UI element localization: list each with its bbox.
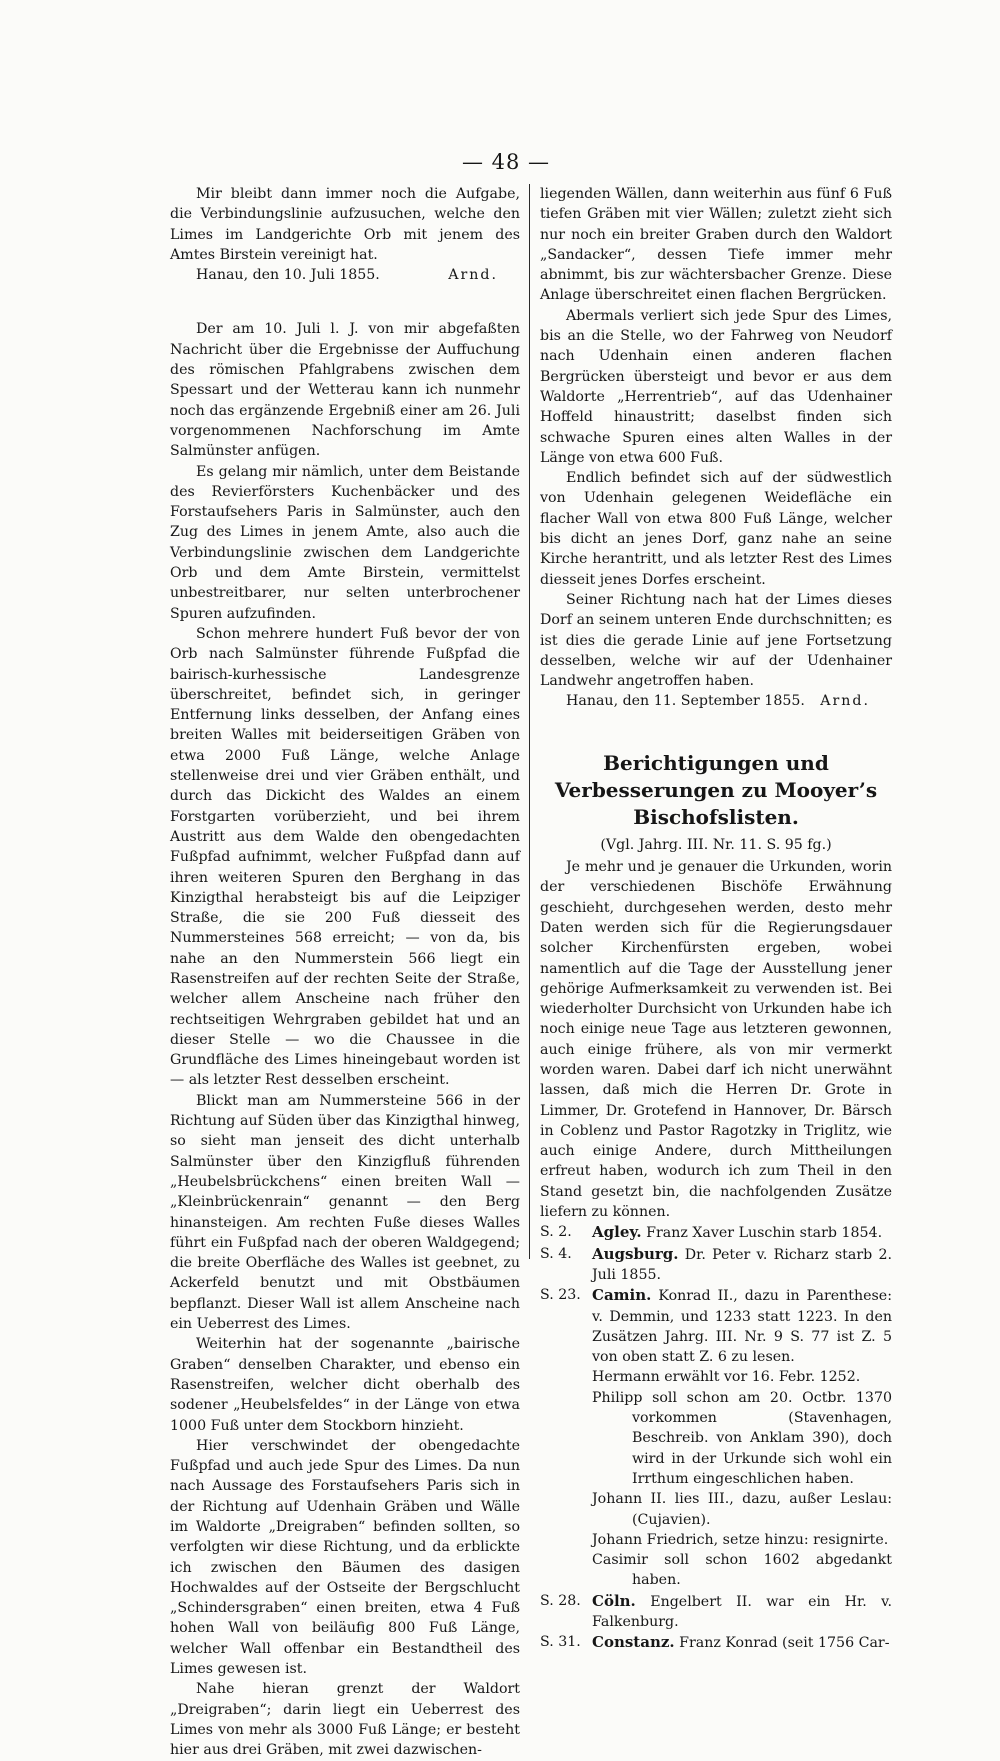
column-divider	[529, 184, 530, 1259]
list-item	[540, 1591, 892, 1633]
entry-place: Agley.	[592, 1223, 642, 1242]
paragraph: Mir bleibt dann immer noch die Aufgabe, die Verbindungslinie aufzusuchen, welche den Limes im Landgerichte Orb mit jenem des Amtes Birstein vereinigt hat.	[170, 186, 520, 263]
signature-place-date: Hanau, den 10. Juli 1855.	[196, 267, 380, 284]
right-column	[540, 184, 892, 1654]
list-subitem: Casimir soll schon 1602 abgedankt haben.	[592, 1552, 892, 1589]
paragraph: Hier verschwindet der obengedachte Fußpfad und auch jede Spur des Limes. Da nun nach Aussage des Forstaufsehers Paris sich in der Richtung auf Udenhain Gräben und Wälle im Waldorte „Dreigraben“ befinden sollten, so verfolgten wir diese Richtung, und da erblickte ich zwischen den Bäumen des dasigen Hochwaldes auf der Ostseite der Bergschlucht „Schindersgraben“ einen breiten, etwa 4 Fuß hohen Wall von beiläufig 800 Fuß Länge, welcher Wall offenbar ein Bestandtheil des Limes gewesen ist.	[170, 1437, 520, 1678]
list-item	[540, 1285, 892, 1367]
paragraph: Abermals verliert sich jede Spur des Limes, bis an die Stelle, wo der Fahrweg von Neudorf nach Udenhain einen anderen flachen Bergrücken übersteigt und bevor er aus dem Waldorte „Herrentrieb“, auf das Udenhainer Hoffeld hinaustritt; daselbst finden sich schwache Spuren eines alten Walles in der Länge von etwa 600 Fuß.	[540, 307, 892, 466]
paragraph: Weiterhin hat der sogenannte „bairische Graben“ denselben Charakter, und ebenso ein Rasenstreifen, welcher dicht oberhalb des sodener „Heubelsfeldes“ in der Länge von etwa 1000 Fuß unter dem Stockborn hinzieht.	[170, 1336, 520, 1434]
entry-place: Camin.	[592, 1286, 652, 1305]
list-subitem: Johann II. lies III., dazu, außer Leslau: (Cujavien).	[592, 1491, 892, 1528]
section-gap	[170, 285, 520, 319]
paragraph: Seiner Richtung nach hat der Limes dieses Dorf an seinem unteren Ende durchschnitten; es ist dies die gerade Linie auf jene Fortsetzung desselben, welche wir auf der Udenhainer Landwehr angetroffen haben.	[540, 591, 892, 690]
signature-line	[170, 265, 520, 285]
entry-text: Konrad II., dazu in Parenthese: v. Demmin, und 1233 statt 1223. In den Zusätzen Jahrg. III. Nr. 9 S. 77 ist Z. 5 von oben statt Z. 6 zu lesen.	[592, 1288, 892, 1366]
signature-author: Arnd.	[448, 267, 498, 284]
signature-line	[540, 691, 892, 711]
entry-page: S. 28.	[540, 1592, 581, 1609]
entry-text: Franz Xaver Luschin starb 1854.	[646, 1225, 883, 1242]
entry-page: S. 31.	[540, 1634, 581, 1651]
entry-place: Constanz.	[592, 1633, 675, 1652]
entry-text: Franz Konrad (seit 1756 Car-	[679, 1635, 890, 1652]
paragraph: Endlich befindet sich auf der südwestlich von Udenhain gelegenen Weidefläche ein flacher Wall von etwa 800 Fuß Länge, welcher bis dicht an jenes Dorf, ganz nahe an seine Kirche herantritt, und als letzter Rest des Limes diesseit jenes Dorfes erscheint.	[540, 470, 892, 588]
signature-author: Arnd.	[820, 693, 870, 710]
paragraph: Nahe hieran grenzt der Waldort „Dreigraben“; darin liegt ein Ueberrest des Limes von mehr als 3000 Fuß Länge; er besteht hier aus drei Gräben, mit zwei dazwischen-	[170, 1681, 520, 1759]
entry-place: Cöln.	[592, 1591, 636, 1610]
paragraph: Es gelang mir nämlich, unter dem Beistande des Revierförsters Kuchenbäcker und des Forstaufsehers Paris in Salmünster, auch den Zug des Limes in jenem Amte, also auch die Verbindungslinie zwischen dem Landgerichte Orb und dem Amte Birstein, vermittelst unbestreitbarer, nur selten unterbrochener Spuren aufzufinden.	[170, 463, 520, 622]
paragraph: Schon mehrere hundert Fuß bevor der von Orb nach Salmünster führende Fußpfad die bairisch-kurhessische Landesgrenze überschreitet, befindet sich, in geringer Entfernung links desselben, der Anfang eines breiten Walles mit beiderseitigen Gräben von etwa 2000 Fuß Länge, welche Anlage stellenweise drei und vier Gräben enthält, und durch das Dickicht des Waldes an einem Forstgarten vorüberzieht, und bei ihrem Austritt aus dem Walde den obengedachten Fußpfad aufnimmt, welcher Fußpfad dann auf ihren weiteren Spuren den Berghang in das Kinzigthal herabsteigt bis auf die Leipziger Straße, die sie 200 Fuß diesseit des Nummersteines 568 erreicht; — von da, bis nahe an den Nummerstein 566 liegt ein Rasenstreifen auf der rechten Seite der Straße, welcher allem Anscheine nach früher den rechtseitigen Wehrgraben gebildet hat und an dieser Stelle — wo die Chaussee in die Grundfläche des Limes hineingebaut worden ist — als letzter Rest desselben erscheint.	[170, 625, 520, 1089]
left-column	[170, 184, 520, 1761]
paragraph: Blickt man am Nummersteine 566 in der Richtung auf Süden über das Kinzigthal hinweg, so sieht man jenseit des dicht unterhalb Salmünster über den Kinzigfluß führenden „Heubelsbrückchens“ einen breiten Wall — „Kleinbrückenrain“ genannt — den Berg hinansteigen. Am rechten Fuße dieses Walles führt ein Fußpfad nach der oberen Waldgegend; die breite Oberfläche des Walles ist geebnet, zu Ackerfeld benutzt und mit Obstbäumen bepflanzt. Dieser Wall ist allem Anscheine nach ein Ueberrest des Limes.	[170, 1092, 520, 1333]
list-subitem: Philipp soll schon am 20. Octbr. 1370 vorkommen (Stavenhagen, Beschreib. von Anklam 390), doch wird in der Urkunde sich wohl ein Irrthum eingeschlichen haben.	[592, 1389, 892, 1487]
list-subitem: Johann Friedrich, setze hinzu: resignirte.	[592, 1531, 889, 1548]
entry-place: Augsburg.	[592, 1244, 679, 1263]
entry-text: Engelbert II. war ein Hr. v. Falkenburg.	[592, 1593, 892, 1630]
list-item	[540, 1632, 892, 1653]
list-subitem: Hermann erwählt vor 16. Febr. 1252.	[592, 1369, 861, 1386]
paragraph: Je mehr und je genauer die Urkunden, worin der verschiedenen Bischöfe Erwähnung geschieht, durchgesehen werden, desto mehr Daten werden sich für die Regierungsdauer solcher Kirchenfürsten ergeben, wobei namentlich auf die Tage der Ausstellung jener gehörige Aufmerksamkeit zu verwenden ist. Bei wiederholter Durchsicht von Urkunden habe ich noch einige neue Tage aus letzteren gewonnen, auch einige frühere, als von mir vermerkt worden waren. Dabei darf ich nicht unerwähnt lassen, daß mich die Herren Dr. Grote in Limmer, Dr. Grotefend in Hannover, Dr. Bärsch in Coblenz und Pastor Ragotzky in Triglitz, wie auch einige Andere, durch Mittheilungen erfreut haben, wodurch ich zum Theil in den Stand gesetzt bin, die nachfolgenden Zusätze liefern zu können.	[540, 859, 892, 1221]
paragraph: liegenden Wällen, dann weiterhin aus fünf 6 Fuß tiefen Gräben mit vier Wällen; zuletzt zieht sich nur noch ein breiter Graben durch den Waldort „Sandacker“, dessen Tiefe immer mehr abnimmt, bis zur wächtersbacher Grenze. Diese Anlage überschreitet einen flachen Bergrücken.	[540, 186, 892, 304]
entry-page: S. 4.	[540, 1245, 572, 1262]
list-item	[540, 1244, 892, 1286]
entry-page: S. 23.	[540, 1287, 581, 1304]
paragraph: Der am 10. Juli l. J. von mir abgefaßten Nachricht über die Ergebnisse der Auffuchung des römischen Pfahlgrabens zwischen dem Spessart und der Wetterau kann ich nunmehr noch das ergänzende Ergebniß einer am 26. Juli vorgenommenen Nachforschung im Amte Salmünster anfügen.	[170, 321, 520, 460]
section-gap	[540, 712, 892, 750]
entry-page: S. 2.	[540, 1224, 572, 1241]
entry-text: Dr. Peter v. Richarz starb 2. Juli 1855.	[592, 1246, 892, 1283]
signature-place-date: Hanau, den 11. September 1855.	[566, 693, 805, 710]
list-item	[540, 1222, 892, 1243]
page-number: — 48 —	[461, 150, 551, 174]
section-reference: (Vgl. Jahrg. III. Nr. 11. S. 95 fg.)	[600, 836, 832, 853]
section-heading: Berichtigungen und Verbesserungen zu Mooyer’s Bischofslisten.	[554, 750, 878, 829]
